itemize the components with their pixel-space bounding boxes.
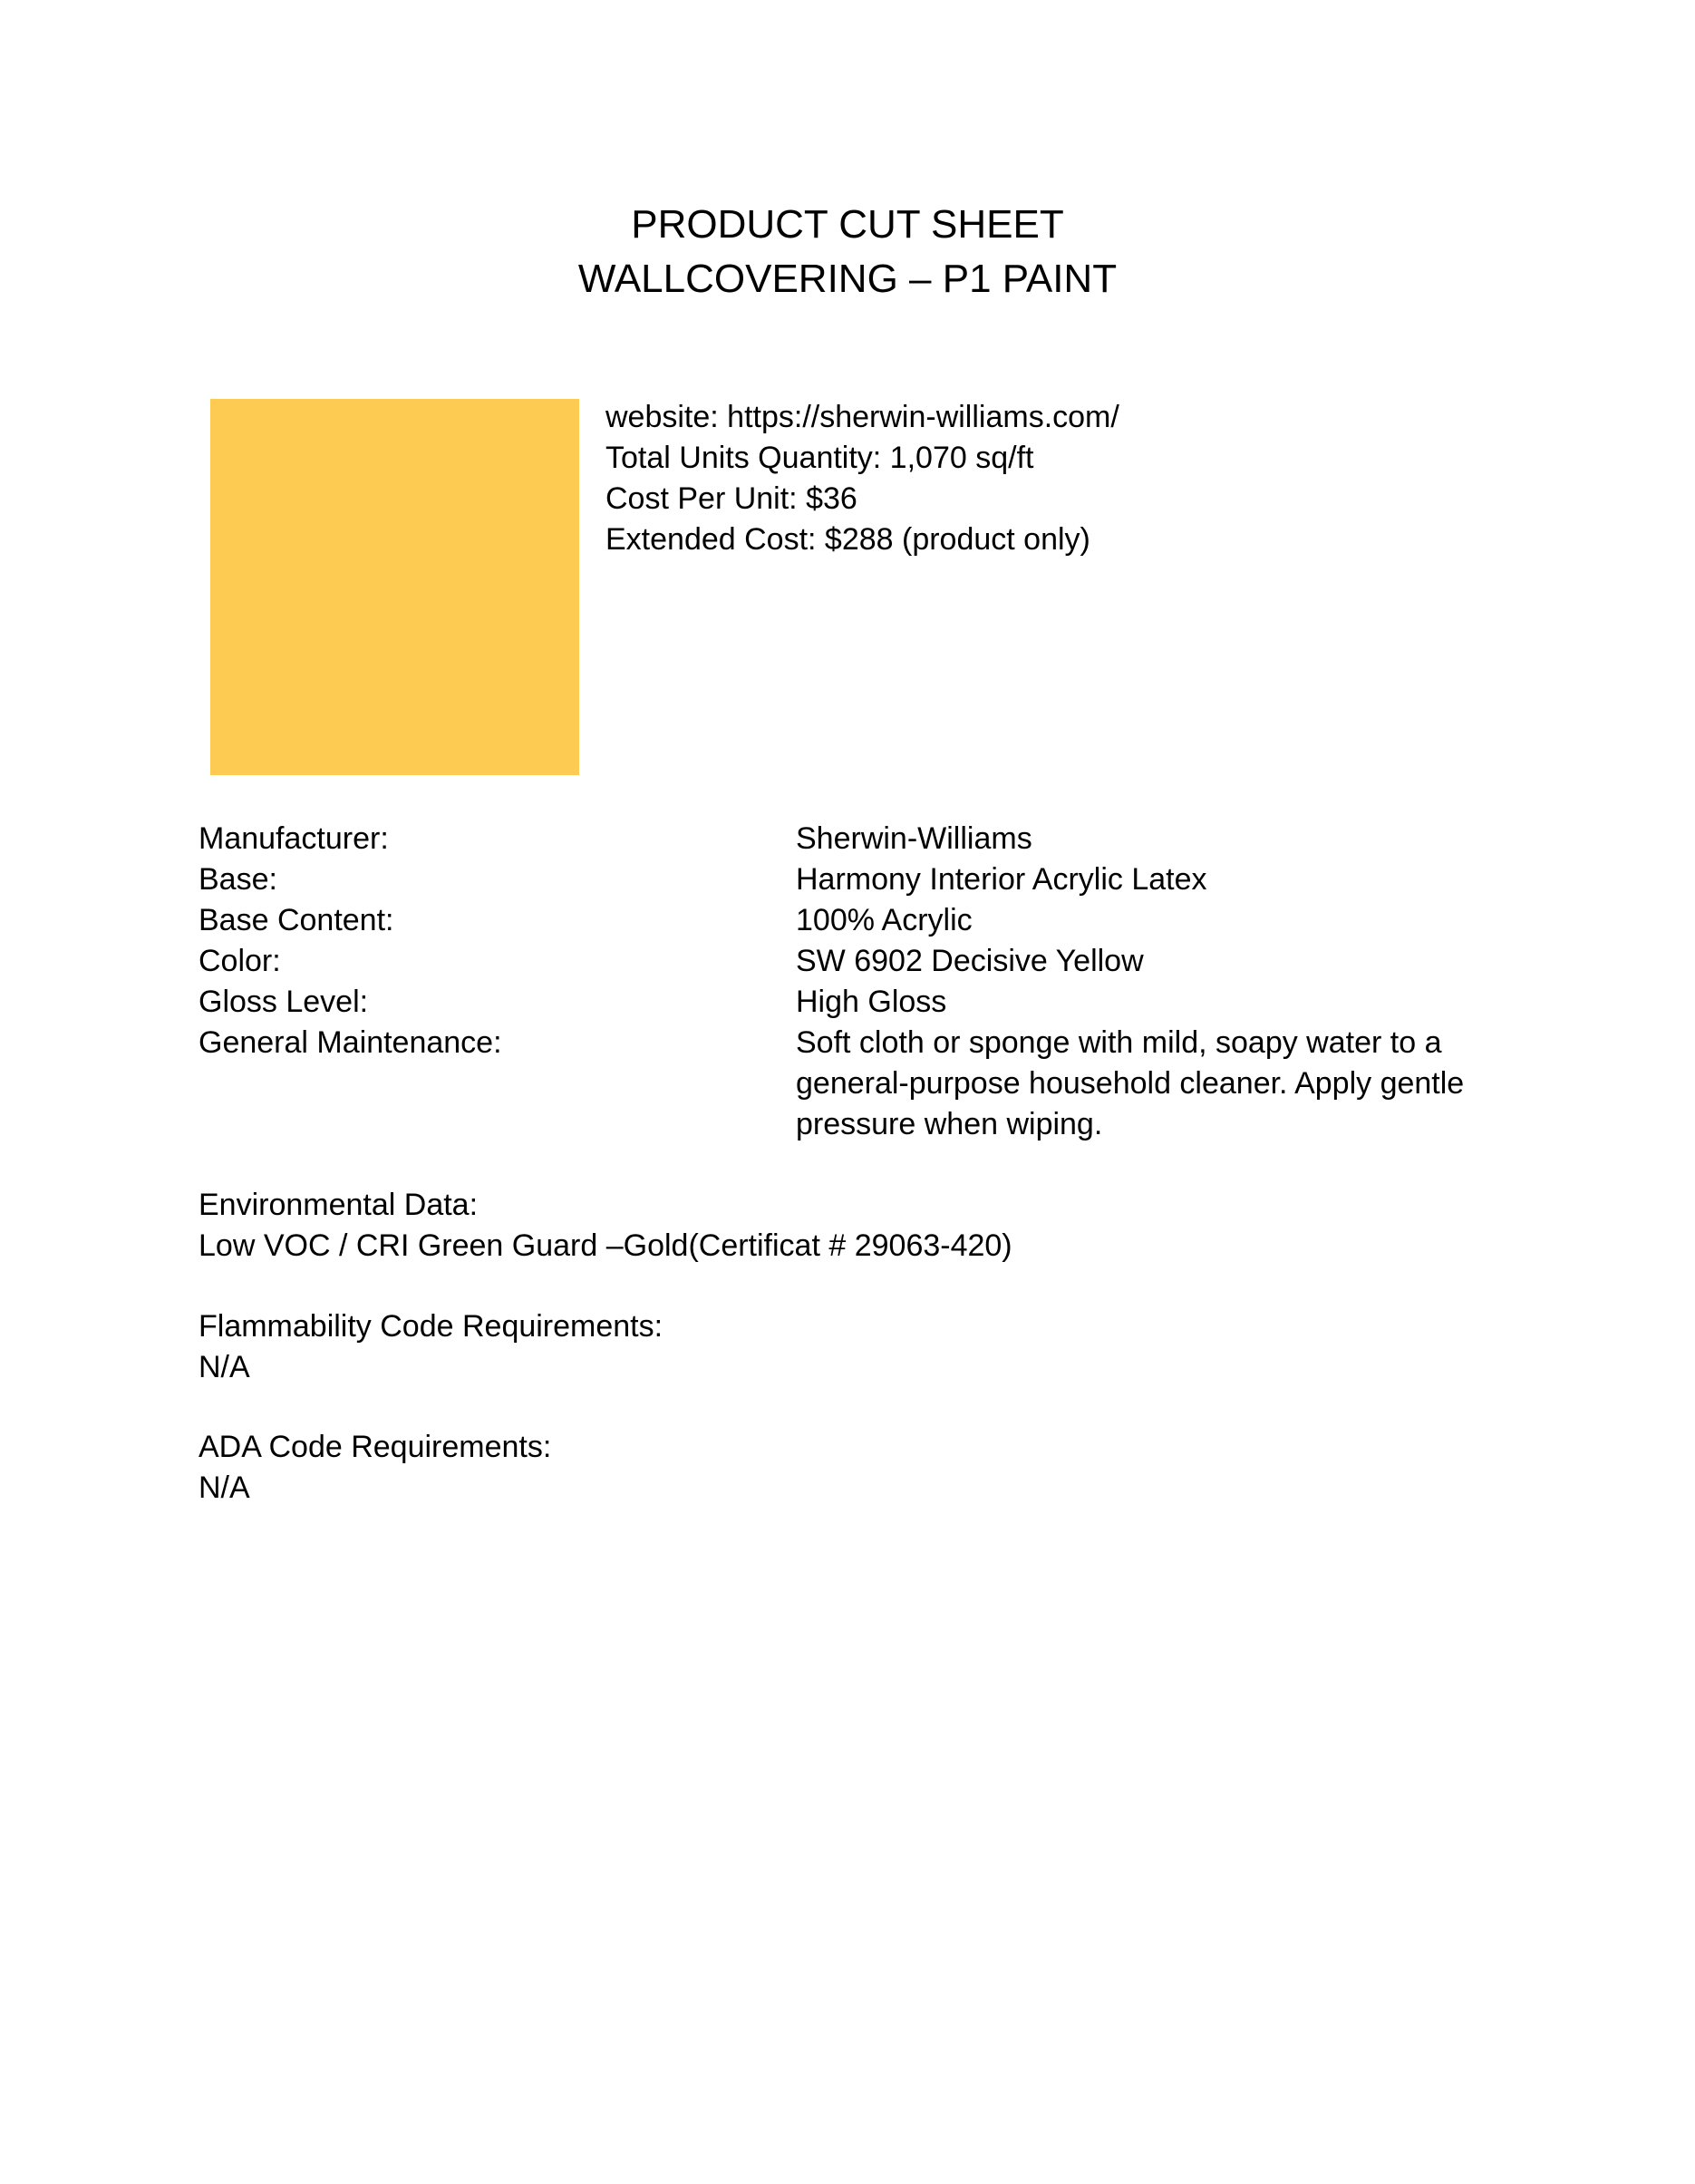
spec-label: Color: [199, 944, 281, 978]
environmental-value: Low VOC / CRI Green Guard –Gold(Certificat # 29063-420) [199, 1228, 1012, 1263]
spec-table [199, 819, 1513, 1145]
environmental-section [199, 1185, 1012, 1267]
product-info [605, 397, 1119, 560]
spec-row-maintenance [199, 1023, 1513, 1145]
spec-value: SW 6902 Decisive Yellow [796, 944, 1144, 978]
title-line-2: WALLCOVERING – P1 PAINT [577, 257, 1118, 301]
spec-value: High Gloss [796, 985, 947, 1019]
flammability-heading: Flammability Code Requirements: [199, 1309, 663, 1344]
ada-heading: ADA Code Requirements: [199, 1430, 552, 1464]
ada-section [199, 1427, 551, 1509]
spec-value: 100% Acrylic [796, 903, 973, 937]
website-line: website: https://sherwin-williams.com/ [605, 400, 1119, 434]
spec-value: Sherwin-Williams [796, 821, 1032, 856]
spec-value: Harmony Interior Acrylic Latex [796, 862, 1207, 897]
spec-label: General Maintenance: [199, 1025, 502, 1060]
quantity-line: Total Units Quantity: 1,070 sq/ft [605, 441, 1034, 475]
spec-row-color [199, 941, 1513, 982]
page-title [0, 198, 1695, 306]
flammability-value: N/A [199, 1350, 250, 1384]
spec-row-base [199, 859, 1513, 900]
spec-label: Manufacturer: [199, 821, 389, 856]
extended-cost-line: Extended Cost: $288 (product only) [605, 522, 1090, 557]
spec-label: Gloss Level: [199, 985, 369, 1019]
cost-per-unit-line: Cost Per Unit: $36 [605, 481, 857, 516]
spec-row-gloss-level [199, 982, 1513, 1023]
spec-label: Base: [199, 862, 277, 897]
ada-value: N/A [199, 1471, 250, 1505]
spec-row-base-content [199, 900, 1513, 941]
color-swatch [210, 399, 579, 775]
spec-label: Base Content: [199, 903, 394, 937]
flammability-section [199, 1306, 663, 1388]
spec-value: Soft cloth or sponge with mild, soapy water to a general-purpose household cleaner. Apply gentle pressure when wiping. [796, 1025, 1465, 1141]
environmental-heading: Environmental Data: [199, 1188, 479, 1222]
spec-row-manufacturer [199, 819, 1513, 859]
title-line-1: PRODUCT CUT SHEET [631, 202, 1064, 247]
